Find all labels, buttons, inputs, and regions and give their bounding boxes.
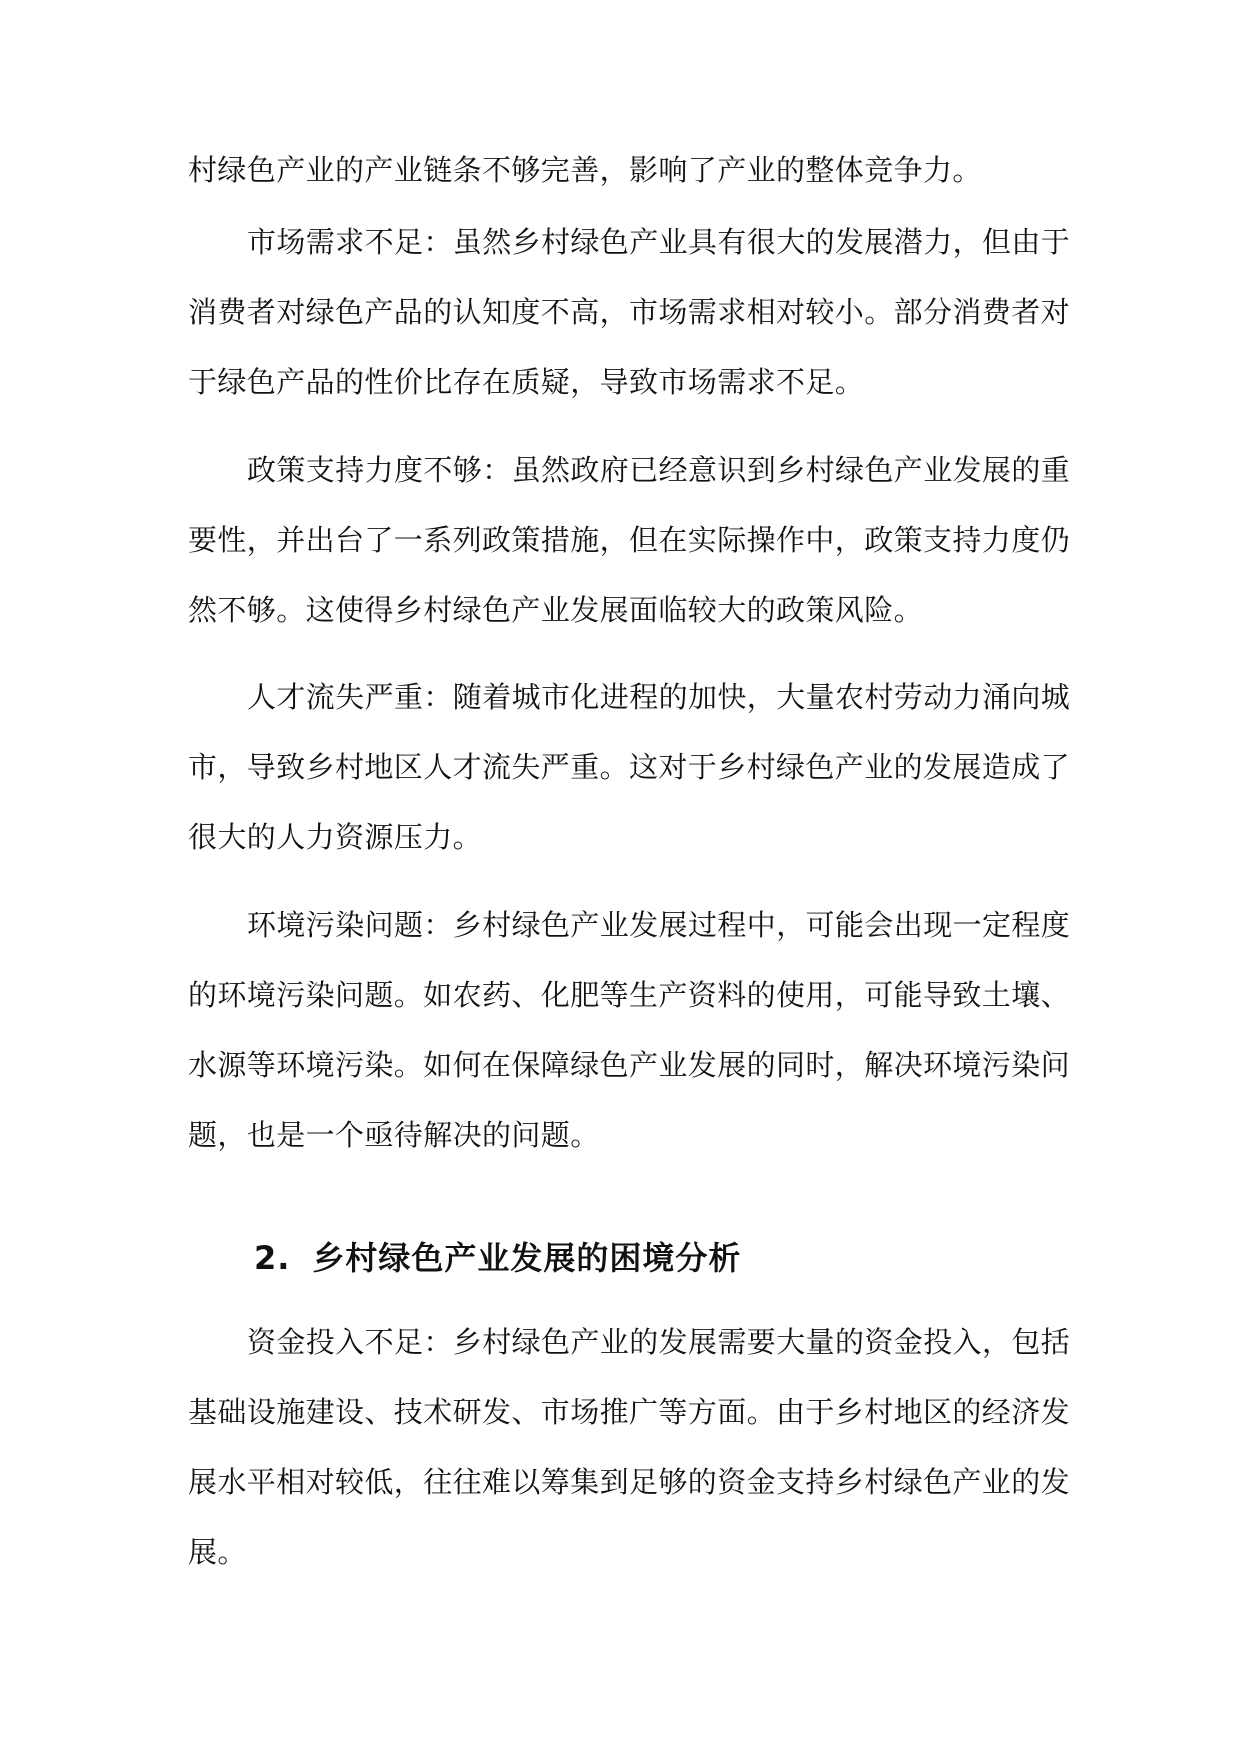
text-line: 展。 — [188, 1535, 247, 1569]
text-line: 环境污染问题：乡村绿色产业发展过程中，可能会出现一定程度 — [247, 908, 1071, 942]
text-line: 的环境污染问题。如农药、化肥等生产资料的使用，可能导致土壤、 — [188, 978, 1071, 1012]
text-line: 然不够。这使得乡村绿色产业发展面临较大的政策风险。 — [188, 593, 924, 627]
text-line: 市场需求不足：虽然乡村绿色产业具有很大的发展潜力，但由于 — [247, 225, 1071, 259]
text-line: 基础设施建设、技术研发、市场推广等方面。由于乡村地区的经济发 — [188, 1395, 1071, 1429]
text-line: 题，也是一个亟待解决的问题。 — [188, 1118, 600, 1152]
section-title: 乡村绿色产业发展的困境分析 — [312, 1239, 742, 1277]
section-number: 2. — [254, 1239, 291, 1277]
text-line: 人才流失严重：随着城市化进程的加快，大量农村劳动力涌向城 — [247, 680, 1071, 714]
text-line: 很大的人力资源压力。 — [188, 820, 483, 854]
text-line: 水源等环境污染。如何在保障绿色产业发展的同时，解决环境污染问 — [188, 1048, 1071, 1082]
text-line: 市，导致乡村地区人才流失严重。这对于乡村绿色产业的发展造成了 — [188, 750, 1071, 784]
text-line: 资金投入不足：乡村绿色产业的发展需要大量的资金投入，包括 — [247, 1325, 1071, 1359]
text-line: 政策支持力度不够：虽然政府已经意识到乡村绿色产业发展的重 — [247, 453, 1071, 487]
text-line: 消费者对绿色产品的认知度不高，市场需求相对较小。部分消费者对 — [188, 295, 1071, 329]
section-heading — [254, 1236, 741, 1280]
text-line: 于绿色产品的性价比存在质疑，导致市场需求不足。 — [188, 365, 865, 399]
text-line: 展水平相对较低，往往难以筹集到足够的资金支持乡村绿色产业的发 — [188, 1465, 1071, 1499]
text-line: 要性，并出台了一系列政策措施，但在实际操作中，政策支持力度仍 — [188, 523, 1071, 557]
text-line: 村绿色产业的产业链条不够完善，影响了产业的整体竞争力。 — [188, 153, 982, 187]
